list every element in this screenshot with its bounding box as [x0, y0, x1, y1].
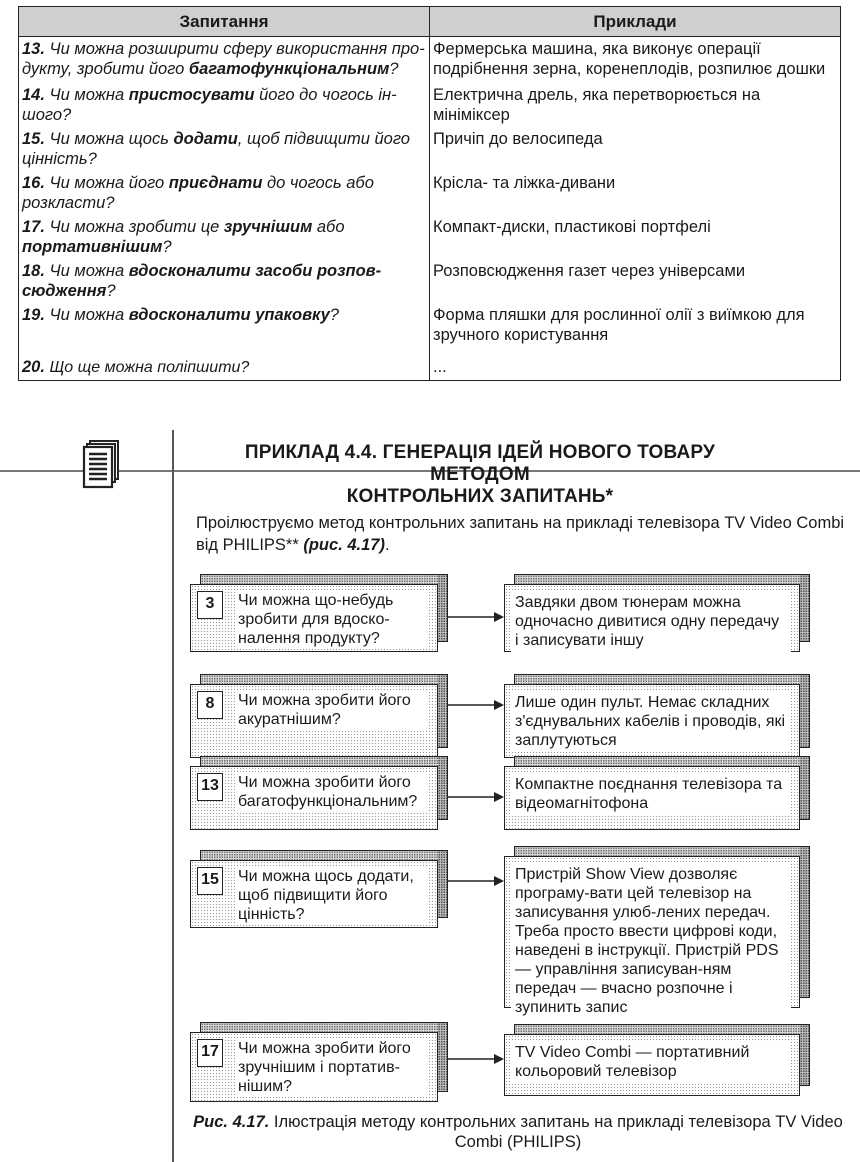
example-cell: Форма пляшки для рослинної олії з виїмкою для зручного користування — [430, 303, 841, 355]
question-cell — [19, 83, 430, 127]
table-row — [19, 355, 841, 381]
question-text: Чи можна розширити сферу використання про-дукту, зробити його багатофункціональним? — [22, 40, 425, 78]
question-label: Чи можна зробити його акуратнішим? — [235, 691, 427, 729]
question-cell — [19, 171, 430, 215]
question-cell — [19, 259, 430, 303]
question-text: Чи можна пристосувати його до чогось ін-шого? — [22, 85, 397, 124]
question-box — [190, 674, 448, 758]
question-text: Чи можна щось додати, щоб підвищити його цінність? — [22, 129, 410, 168]
control-questions-diagram — [190, 560, 850, 1120]
table-row — [19, 127, 841, 171]
question-label: Чи можна щось додати, щоб підвищити його цінність? — [235, 867, 427, 924]
example-cell: Фермерська машина, яка виконує операції подрібнення зерна, коренеплодів, розпилює дошки — [430, 37, 841, 83]
example-cell: Компакт-диски, пластикові портфелі — [430, 215, 841, 259]
question-box — [190, 850, 448, 928]
question-cell — [19, 303, 430, 355]
intro-paragraph: Проілюструємо метод контрольних запитань на прикладі телевізора TV Video Combi від PHILIPS** (рис. 4.17). — [196, 514, 845, 554]
question-number-badge: 17 — [197, 1039, 223, 1067]
questions-table — [18, 6, 841, 381]
margin-rule — [172, 430, 174, 1162]
question-number-badge: 8 — [197, 691, 223, 719]
question-number: 20. — [22, 357, 45, 376]
answer-label: Компактне поєднання телевізора та відеомагнітофона — [511, 773, 791, 815]
table-row — [19, 171, 841, 215]
table-header-row — [19, 7, 841, 37]
answer-label: Завдяки двом тюнерам можна одночасно дивитися одну передачу і записувати іншу — [511, 591, 791, 652]
table-row — [19, 303, 841, 355]
caption-text: Ілюстрація методу контрольних запитань на прикладі телевізора TV Video Combi (PHILIPS) — [269, 1113, 843, 1151]
table-row — [19, 37, 841, 83]
question-number-badge: 15 — [197, 867, 223, 895]
answer-box — [504, 846, 810, 1016]
example-cell: Крісла- та ліжка-дивани — [430, 171, 841, 215]
question-box — [190, 574, 448, 652]
example-cell: ... — [430, 355, 841, 381]
question-cell — [19, 355, 430, 381]
question-number: 19. — [22, 305, 45, 324]
intro-text: Проілюструємо метод контрольних запитань на прикладі телевізора TV Video Combi від PHILIPS** — [196, 514, 845, 554]
question-label: Чи можна зробити його зручнішим і портатив-нішим? — [235, 1039, 427, 1096]
table-row — [19, 259, 841, 303]
question-number: 13. — [22, 40, 45, 58]
question-number: 14. — [22, 85, 45, 104]
question-number: 16. — [22, 173, 45, 192]
arrow-icon — [448, 874, 504, 888]
question-number: 15. — [22, 129, 45, 148]
figure-reference: (рис. 4.17) — [303, 536, 385, 554]
question-cell — [19, 127, 430, 171]
caption-label: Рис. 4.17. — [193, 1113, 270, 1131]
answer-box — [504, 574, 810, 652]
question-box — [190, 756, 448, 830]
arrow-icon — [448, 610, 504, 624]
question-text: Чи можна зробити це зручнішим або портативнішим? — [22, 217, 345, 256]
example-title-line1: ПРИКЛАД 4.4. ГЕНЕРАЦІЯ ІДЕЙ НОВОГО ТОВАРУ МЕТОДОМ — [244, 442, 716, 485]
answer-label: TV Video Combi — портативний кольоровий телевізор — [511, 1041, 791, 1083]
question-number-badge: 13 — [197, 773, 223, 801]
question-text: Що ще можна поліпшити? — [49, 358, 250, 376]
header-questions: Запитання — [19, 7, 430, 37]
question-text: Чи можна вдосконалити засоби розпов-сюдження? — [22, 261, 382, 300]
example-cell: Розповсюдження газет через універсами — [430, 259, 841, 303]
question-text: Чи можна його приєднати до чогось або розкласти? — [22, 173, 374, 212]
question-number: 17. — [22, 217, 45, 236]
example-title — [200, 442, 760, 508]
answer-box — [504, 1024, 810, 1096]
example-cell: Причіп до велосипеда — [430, 127, 841, 171]
answer-box — [504, 756, 810, 830]
document-stack-icon — [82, 440, 120, 490]
question-box — [190, 1022, 448, 1102]
table-row — [19, 83, 841, 127]
arrow-icon — [448, 698, 504, 712]
question-cell — [19, 215, 430, 259]
question-label: Чи можна зробити його багатофункціональним? — [235, 773, 427, 811]
question-cell — [19, 37, 430, 83]
answer-box — [504, 674, 810, 758]
header-examples: Приклади — [430, 7, 841, 37]
arrow-icon — [448, 1052, 504, 1066]
example-cell: Електрична дрель, яка перетворюється на мініміксер — [430, 83, 841, 127]
question-number: 18. — [22, 261, 45, 280]
question-number-badge: 3 — [197, 591, 223, 619]
answer-label: Пристрій Show View дозволяє програму-вати цей телевізор на записування улюб-лених передач. Треба просто ввести цифрові коди, наведені в інструкції. Пристрій PDS — управління записуван-ням передач — вчасно розпочне і зупинить запис — [511, 863, 791, 1019]
example-title-line2: КОНТРОЛЬНИХ ЗАПИТАНЬ* — [346, 486, 614, 507]
question-label: Чи можна що-небудь зробити для вдоско-налення продукту? — [235, 591, 427, 648]
figure-caption — [190, 1112, 846, 1152]
arrow-icon — [448, 790, 504, 804]
question-text: Чи можна вдосконалити упаковку? — [49, 305, 339, 324]
answer-label: Лише один пульт. Немає складних з'єднувальних кабелів і проводів, які заплутуються — [511, 691, 791, 752]
table-row — [19, 215, 841, 259]
